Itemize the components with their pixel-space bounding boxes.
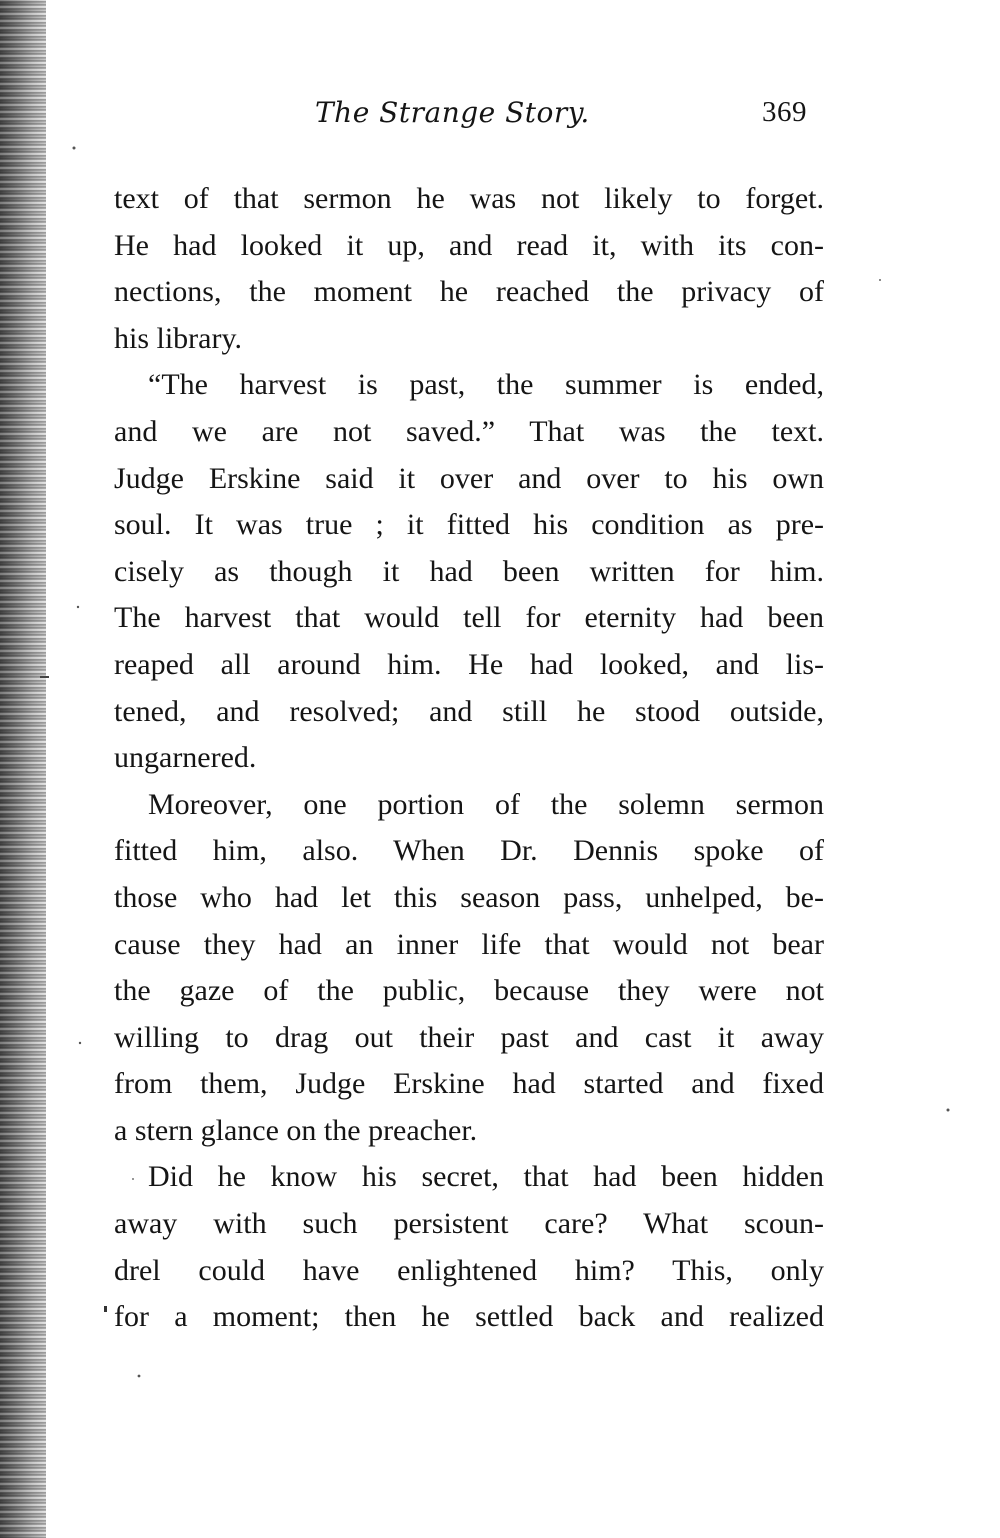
text-line: willing to drag out their past and cast it away bbox=[114, 1020, 824, 1054]
text-line: ungarnered. bbox=[114, 741, 257, 775]
running-title: The Strange Story. bbox=[315, 96, 590, 129]
text-line: for a moment; then he settled back and realized bbox=[114, 1300, 824, 1334]
page-number: 369 bbox=[762, 96, 807, 128]
text-line: Judge Erskine said it over and over to his own bbox=[114, 461, 824, 495]
text-line: his library. bbox=[114, 321, 243, 355]
text-line: He had looked it up, and read it, with its con- bbox=[114, 228, 824, 262]
body-text bbox=[114, 176, 824, 1341]
text-line: Did he know his secret, that had been hidden bbox=[148, 1160, 824, 1194]
text-line: and we are not saved.” That was the text. bbox=[114, 414, 824, 448]
text-line: a stern glance on the preacher. bbox=[114, 1113, 478, 1147]
text-line: reaped all around him. He had looked, and lis- bbox=[114, 647, 824, 681]
running-head bbox=[0, 96, 1000, 140]
text-line: “The harvest is past, the summer is ended, bbox=[148, 368, 824, 402]
text-line: from them, Judge Erskine had started and fixed bbox=[114, 1067, 824, 1101]
text-line: the gaze of the public, because they were not bbox=[114, 974, 824, 1008]
text-line: nections, the moment he reached the privacy of bbox=[114, 275, 824, 309]
text-line: soul. It was true ; it fitted his condition as pre- bbox=[114, 508, 824, 542]
text-line: away with such persistent care? What scoun- bbox=[114, 1207, 824, 1241]
text-line: Moreover, one portion of the solemn sermon bbox=[148, 787, 824, 821]
text-line: cisely as though it had been written for him. bbox=[114, 554, 824, 588]
text-line: those who had let this season pass, unhelped, be- bbox=[114, 880, 824, 914]
text-line: fitted him, also. When Dr. Dennis spoke of bbox=[114, 834, 824, 868]
text-line: The harvest that would tell for eternity had been bbox=[114, 601, 824, 635]
text-line: drel could have enlightened him? This, only bbox=[114, 1253, 824, 1287]
text-line: text of that sermon he was not likely to forget. bbox=[114, 182, 824, 215]
text-line: cause they had an inner life that would not bear bbox=[114, 927, 824, 961]
text-line: tened, and resolved; and still he stood outside, bbox=[114, 694, 824, 728]
